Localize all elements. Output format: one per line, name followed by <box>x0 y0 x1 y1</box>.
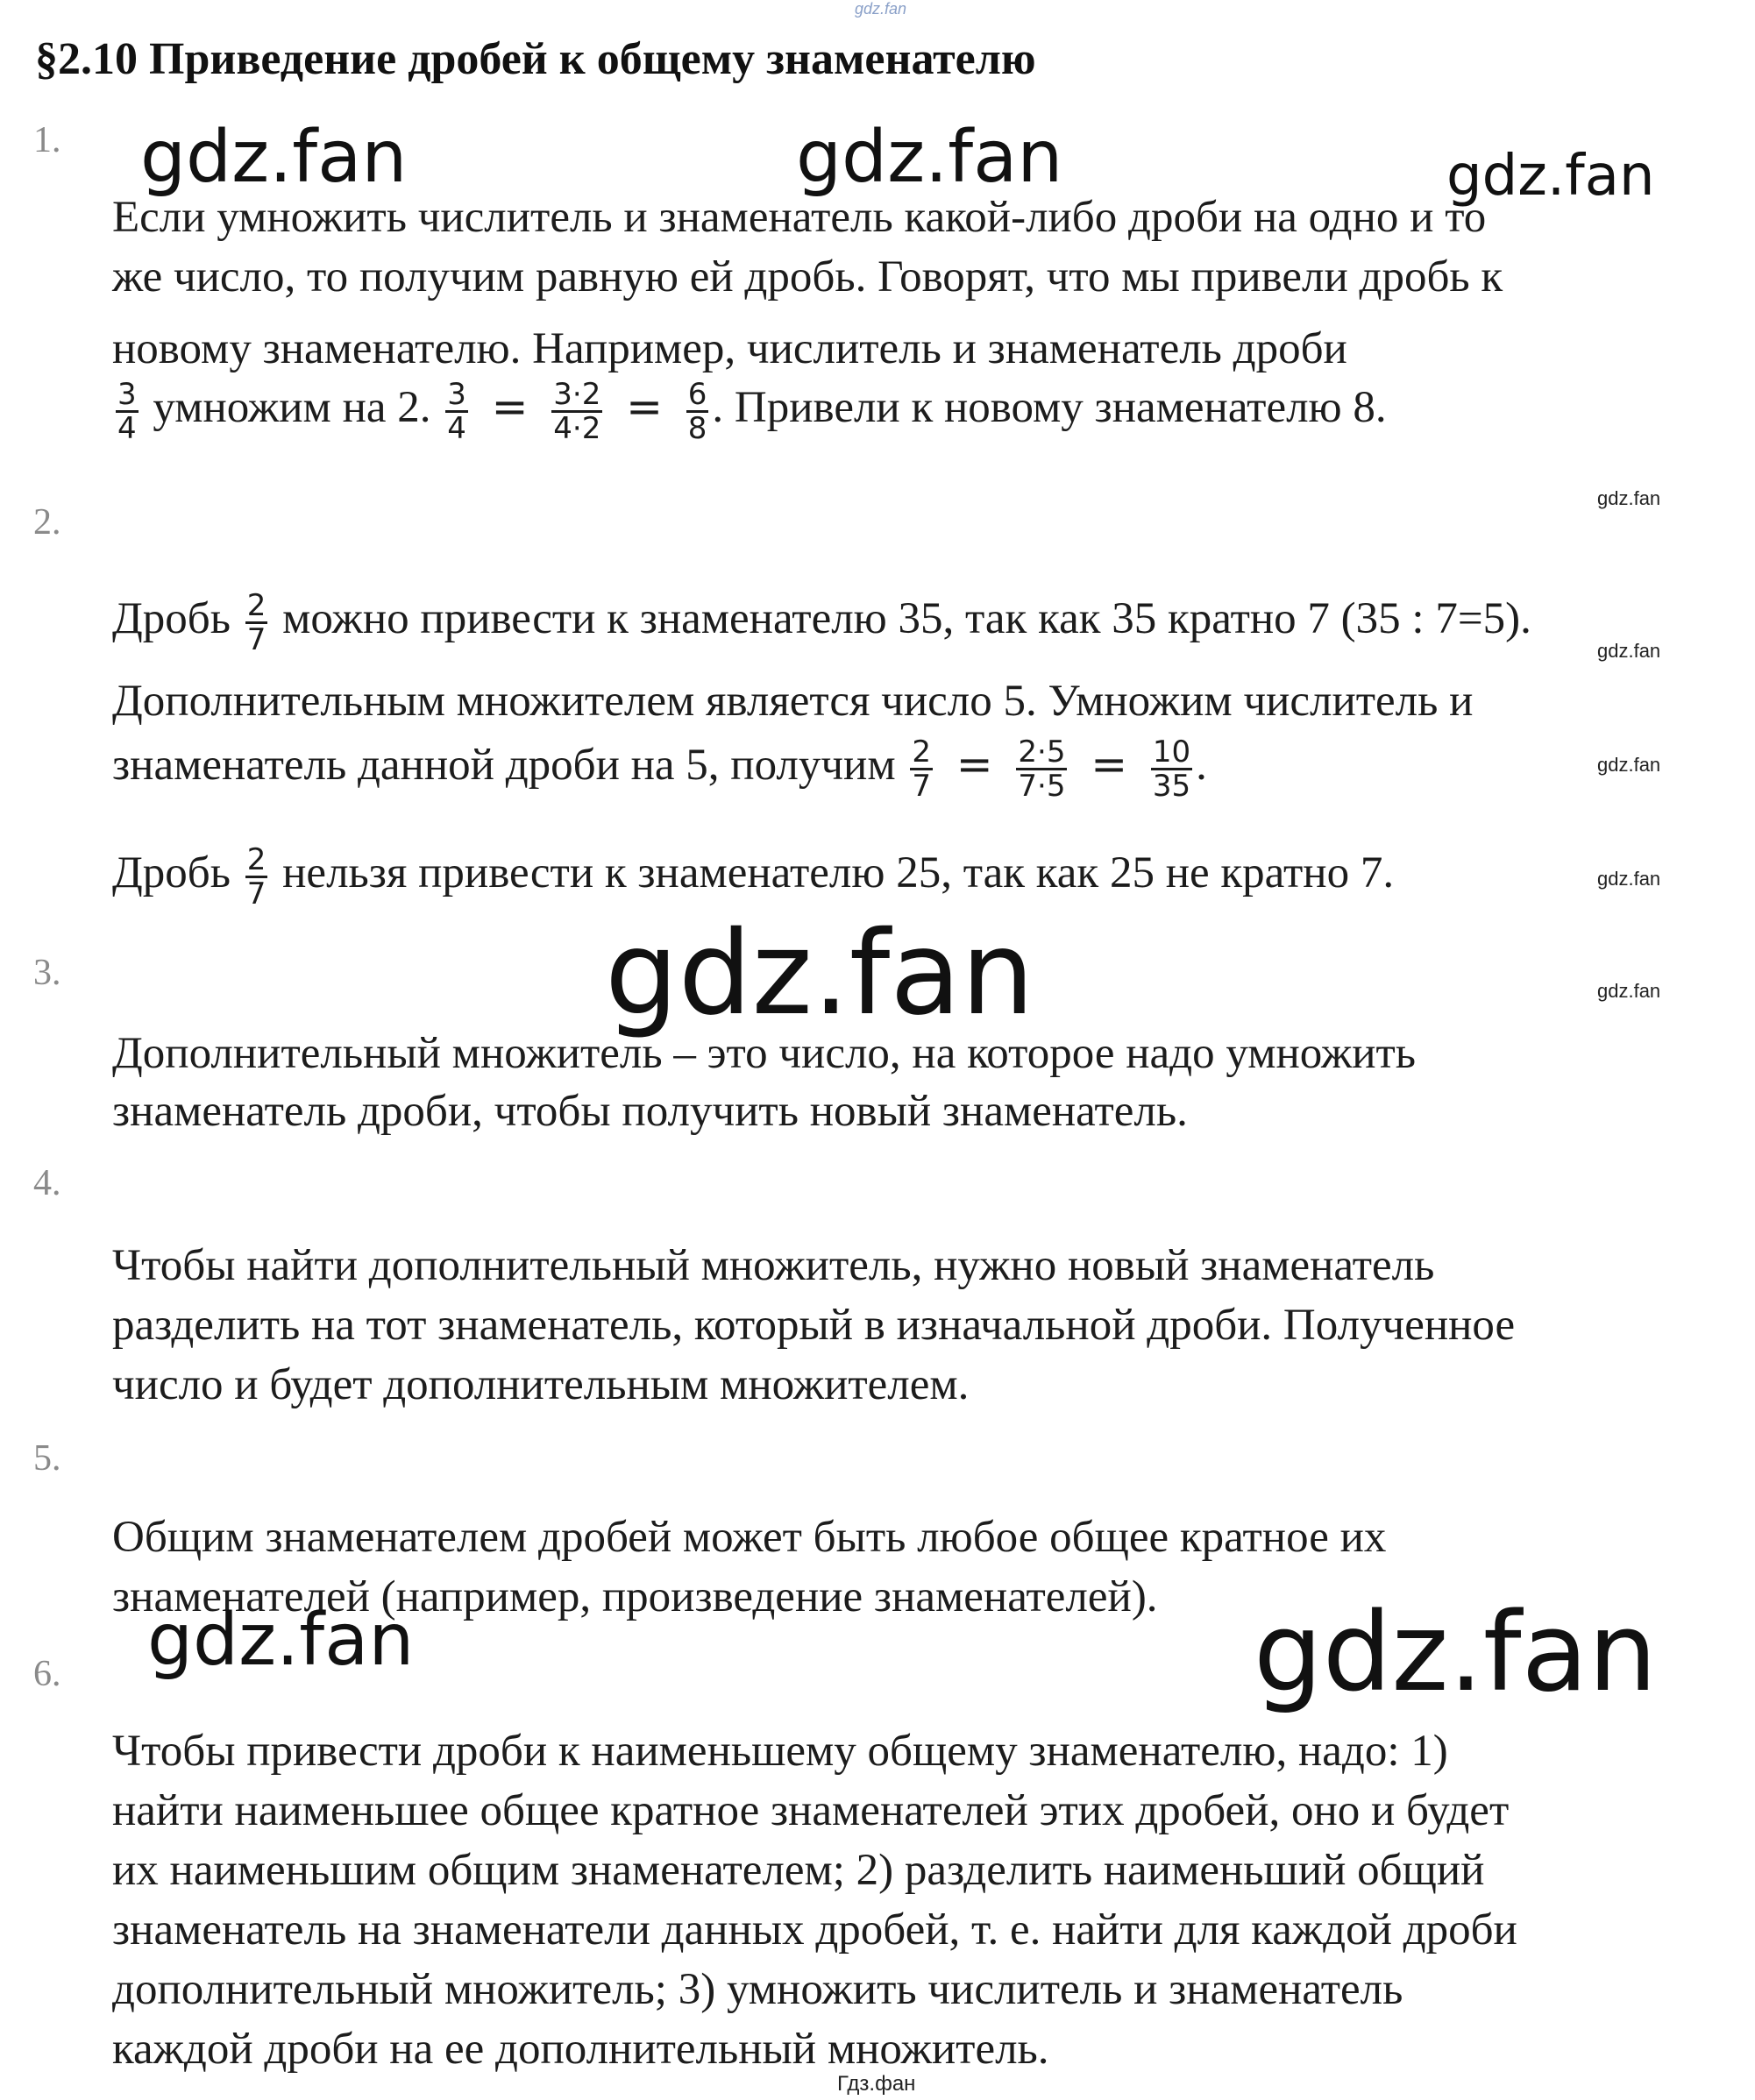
item-2-line-4: Дробь $\frac{2}{7}$ нельзя привести к знаменателю 25, так как 25 не кратно 7. <box>112 841 1395 912</box>
item-number-3: 3. <box>33 953 61 993</box>
item-2-line-2: Дополнительным множителем является число 5. Умножим числитель и <box>112 677 1474 726</box>
fraction: $\frac{2\cdot 5}{7\cdot 5}$ <box>1018 734 1066 804</box>
watermark: gdz.fan <box>1597 754 1661 776</box>
watermark: gdz.fan <box>140 116 408 199</box>
item-2-line-1: Дробь $\frac{2}{7}$ можно привести к знаменателю 35, так как 35 кратно 7 (35 : 7=5). <box>112 587 1531 657</box>
item-6-line-2: найти наименьшее общее кратное знаменателей этих дробей, оно и будет <box>112 1786 1510 1835</box>
math-text: . Привели к новому знаменателю 8. <box>712 383 1387 432</box>
math-text: умножим на 2. <box>153 383 431 432</box>
item-6-line-1: Чтобы привести дроби к наименьшему общему знаменателю, надо: 1) <box>112 1727 1448 1776</box>
fraction: $\frac{3}{4}$ <box>117 376 137 446</box>
watermark: gdz.fan <box>1254 1590 1658 1716</box>
item-6-line-4: знаменатель на знаменатели данных дробей, т. е. найти для каждой дроби <box>112 1905 1517 1955</box>
item-number-5: 5. <box>33 1438 61 1479</box>
item-1-line-2: же число, то получим равную ей дробь. Говорят, что мы привели дробь к <box>112 252 1503 302</box>
item-4-line-3: число и будет дополнительным множителем. <box>112 1360 970 1409</box>
item-number-6: 6. <box>33 1654 61 1694</box>
item-6-line-5: дополнительный множитель; 3) умножить числитель и знаменатель <box>112 1965 1403 2014</box>
equals-sign: = <box>491 381 529 432</box>
page-title: §2.10 Приведение дробей к общему знаменателю <box>35 34 1036 84</box>
fraction: $\frac{2}{7}$ <box>246 587 266 657</box>
footer-watermark: Гдз.фан <box>837 2072 916 2096</box>
watermark: gdz.fan <box>1597 640 1661 662</box>
equals-sign: = <box>626 381 664 432</box>
item-3-line-2: знаменатель дроби, чтобы получить новый знаменатель. <box>112 1087 1188 1136</box>
watermark: gdz.fan <box>147 1599 415 1682</box>
item-1-line-1: Если умножить числитель и знаменатель какой-либо дроби на одно и то <box>112 193 1487 242</box>
fraction: $\frac{6}{8}$ <box>687 376 707 446</box>
watermark: gdz.fan <box>1446 144 1655 209</box>
item-3-line-1: Дополнительный множитель – это число, на которое надо умножить <box>112 1029 1417 1078</box>
item-4-line-1: Чтобы найти дополнительный множитель, нужно новый знаменатель <box>112 1241 1435 1290</box>
watermark: gdz.fan <box>605 906 1034 1041</box>
equals-sign: = <box>1091 739 1128 790</box>
item-number-2: 2. <box>33 502 61 543</box>
fraction: $\frac{2}{7}$ <box>912 734 931 804</box>
fraction: $\frac{3\cdot 2}{4\cdot 2}$ <box>553 376 601 446</box>
watermark: gdz.fan <box>1597 487 1661 509</box>
fraction: $\frac{3}{4}$ <box>447 376 466 446</box>
item-5-line-1: Общим знаменателем дробей может быть любое общее кратное их <box>112 1513 1387 1562</box>
item-number-1: 1. <box>33 120 61 160</box>
item-6-line-3: их наименьшим общим знаменателем; 2) разделить наименьший общий <box>112 1846 1485 1895</box>
item-6-line-6: каждой дроби на ее дополнительный множитель. <box>112 2025 1049 2074</box>
top-watermark: gdz.fan <box>855 0 907 18</box>
fraction: $\frac{10}{35}$ <box>1152 734 1191 804</box>
item-4-line-2: разделить на тот знаменатель, который в изначальной дроби. Полученное <box>112 1301 1516 1350</box>
item-1-line-3: новому знаменателю. Например, числитель и знаменатель дроби <box>112 324 1347 373</box>
watermark: gdz.fan <box>1597 868 1661 890</box>
watermark: gdz.fan <box>1597 980 1661 1002</box>
item-number-4: 4. <box>33 1163 61 1203</box>
watermark: gdz.fan <box>796 116 1063 199</box>
item-5-line-2: знаменателей (например, произведение знаменателей). <box>112 1572 1158 1621</box>
equals-sign: = <box>956 739 993 790</box>
item-1-math-line <box>112 377 1387 444</box>
fraction: $\frac{2}{7}$ <box>246 841 266 912</box>
item-2-line-3: знаменатель данной дроби на 5, получим $\frac{2}{7}$ = $\frac{2\cdot 5}{7\cdot 5}$ = $\frac{10}{35}$ . <box>112 734 1207 804</box>
